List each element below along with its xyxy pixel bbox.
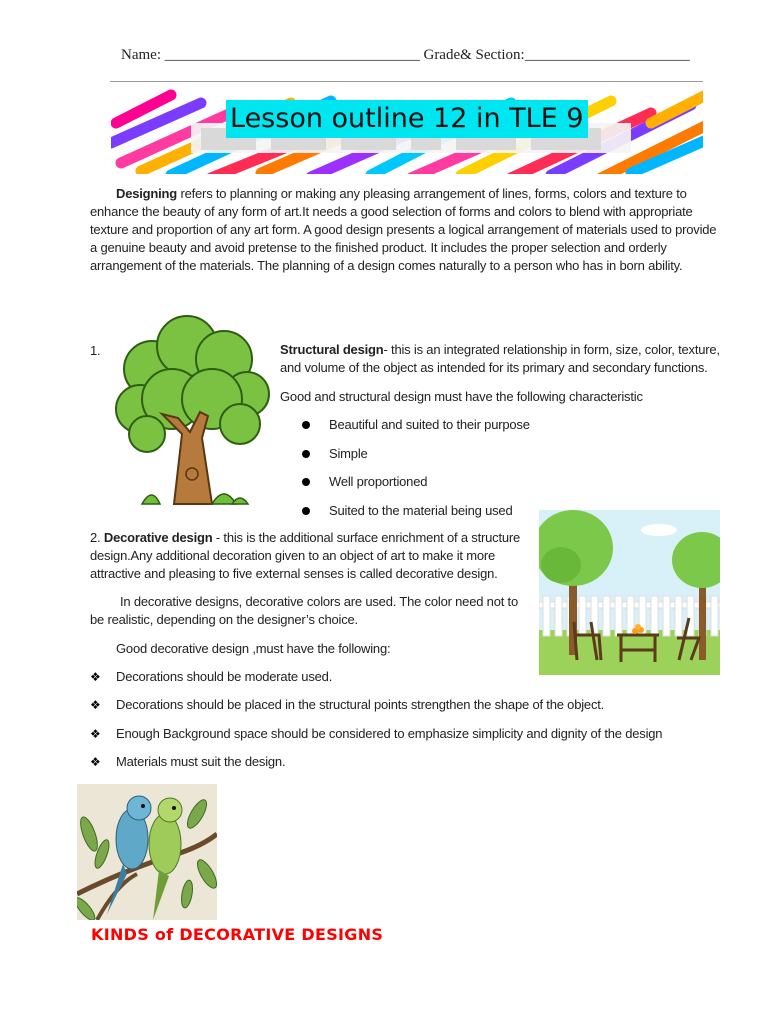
structural-characteristic-intro: Good and structural design must have the following characteristic bbox=[280, 389, 643, 404]
header-divider bbox=[110, 81, 703, 82]
section-number-1: 1. bbox=[90, 343, 101, 358]
list-item: ❖ Decorations should be placed in the structural points strengthen the shape of the object. bbox=[90, 697, 605, 713]
name-label: Name: bbox=[121, 47, 161, 63]
list-item: Beautiful and suited to their purpose bbox=[300, 416, 530, 445]
good-decorative-intro: Good decorative design ,must have the following: bbox=[116, 641, 391, 656]
intro-text: refers to planning or making any pleasing arrangement of lines, forms, colors and texture to enhance the beauty of any form of art.It needs a good selection of forms and colors to blend with appropriate texture and proportion of any art form. A good design presents a logical arrangement of materials used to provide a genuine beauty and avoid pretense to the finished product. It includes the proper selection and orderly arrangement of the materials. The planning of a design comes naturally to a person who has in born ability. bbox=[90, 186, 717, 273]
decorative-design-paragraph bbox=[90, 529, 530, 583]
list-item: Suited to the material being used bbox=[300, 502, 530, 531]
parakeets-illustration bbox=[77, 784, 217, 920]
list-item: Simple bbox=[300, 445, 530, 474]
list-item: ❖ Enough Background space should be considered to emphasize simplicity and dignity of the design bbox=[90, 725, 663, 741]
grade-section-label: Grade& Section: bbox=[423, 47, 525, 63]
lesson-title: Lesson outline 12 in TLE 9 bbox=[226, 100, 588, 138]
bullet-icon bbox=[302, 478, 310, 486]
bullet-icon bbox=[302, 507, 310, 515]
kinds-of-decorative-designs-heading: KINDS of DECORATIVE DESIGNS bbox=[91, 925, 384, 944]
name-grade-line bbox=[121, 47, 690, 64]
decorative-design-text: - this is the additional surface enrichment of a structure design.Any additional decoration given to an object of art to make it more attractive and pleasing to five external senses is called decorative design. bbox=[90, 530, 521, 581]
diamond-bullet-icon: ❖ bbox=[90, 698, 101, 713]
decorative-rules-list bbox=[90, 668, 662, 781]
structural-design-term: Structural design bbox=[280, 342, 384, 357]
diamond-bullet-icon: ❖ bbox=[90, 754, 101, 769]
structural-design-text: - this is an integrated relationship in form, size, color, texture, and volume of the object as intended for its primary and secondary functions. bbox=[280, 342, 720, 375]
list-item: ❖ Decorations should be moderate used. bbox=[90, 669, 333, 684]
designing-term: Designing bbox=[116, 186, 178, 201]
list-item: Well proportioned bbox=[300, 473, 530, 502]
design-banner bbox=[111, 83, 703, 174]
diamond-bullet-icon: ❖ bbox=[90, 726, 101, 741]
diamond-bullet-icon: ❖ bbox=[90, 670, 101, 684]
tree-illustration bbox=[112, 314, 270, 510]
name-blank[interactable]: __________________________________ bbox=[164, 47, 420, 63]
list-item: ❖ Materials must suit the design. bbox=[90, 753, 286, 769]
bullet-icon bbox=[302, 421, 310, 429]
decorative-design-term: Decorative design bbox=[103, 530, 213, 545]
garden-furniture-illustration bbox=[539, 510, 720, 675]
structural-characteristics-list bbox=[300, 416, 530, 530]
intro-paragraph bbox=[90, 185, 726, 275]
section-number-2: 2. bbox=[90, 530, 101, 545]
decorative-colors-paragraph: In decorative designs, decorative colors are used. The color need not to be realistic, depending on the designer’s choice. bbox=[90, 594, 518, 627]
structural-design-paragraph bbox=[280, 341, 725, 377]
bullet-icon bbox=[302, 450, 310, 458]
grade-section-blank[interactable]: ______________________ bbox=[524, 47, 690, 63]
